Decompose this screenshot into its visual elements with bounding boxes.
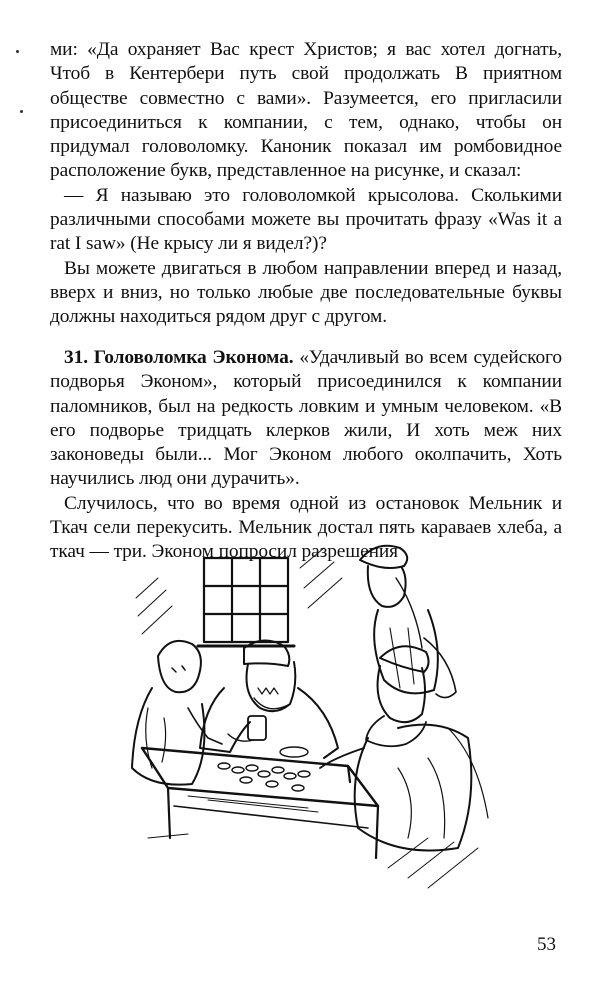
floor-hatching — [148, 834, 478, 888]
tavern-illustration — [128, 538, 523, 898]
paragraph-continuation: ми: «Да охраняет Вас крест Христов; я вас хотел догнать, Чтоб в Кентербери путь свой продолжать В приятном обществе совместно с вами». Разумеется, его пригласили присоединиться к компании, с тем, однако, чтобы он придумал головоломку. Каноник показал им ромбовидное расположение букв, представленное на рисунке, и сказал: — [50, 39, 562, 182]
paragraph-rat-catcher: — Я называю это головоломкой крысолова. Сколькими различными способами можете вы прочитать фразу «Was it a rat I saw» (Не крысу ли я видел?)? — [50, 184, 562, 255]
section-heading: 31. Головоломка Эконома. — [64, 347, 294, 368]
margin-speck — [16, 50, 19, 53]
middle-figure — [200, 640, 338, 758]
paragraph-miller-weaver: Случилось, что во время одной из остановок Мельник и Ткач сели перекусить. Мельник достал пять караваев хлеба, а ткач — три. Эконом попросил разрешения — [50, 492, 562, 563]
margin-speck — [20, 110, 23, 113]
upper-text — [50, 38, 562, 330]
window-drawing — [198, 558, 294, 646]
section-31 — [50, 346, 562, 492]
cup-drawing — [248, 716, 266, 740]
section-intro: «Удачливый во всем судейского подворья Эконом», который присоединился к компании паломников, был на редкость ловким и умным человеком. «В его подворье тридцать клерков жили, И хоть меж них законоведы были... Мог Эконом любого околпачить, Хоть научились люд они дурачить». — [50, 347, 563, 490]
table-drawing — [142, 748, 378, 858]
lower-text — [50, 346, 562, 565]
page-number: 53 — [537, 934, 556, 955]
coins-drawing — [218, 747, 310, 791]
wall-hatching — [136, 548, 342, 634]
right-figure — [320, 646, 488, 850]
paragraph-rules: Вы можете двигаться в любом направлении вперед и назад, вверх и вниз, но только любые две последовательные буквы должны находиться рядом друг с другом. — [50, 257, 562, 328]
standing-figure — [360, 546, 456, 698]
